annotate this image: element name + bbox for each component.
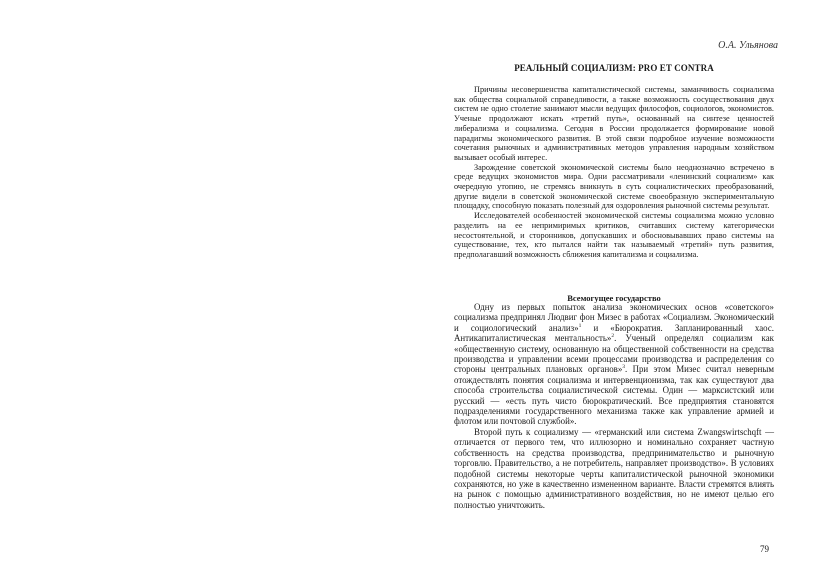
page-number: 79 xyxy=(760,544,769,554)
section-p1-part-a: Одну из первых попыток анализа экономических основ «советского» социализма предпринял Людвиг фон Мизес в работах «Социализм. Экономический и социологический анализ» xyxy=(454,302,774,333)
footnote-ref-2: 2 xyxy=(611,333,615,340)
section-heading: Всемогущее государство xyxy=(567,293,661,303)
section-paragraph-1 xyxy=(454,302,774,427)
intro-paragraph-2: Зарождение советской экономической системы было неоднозначно встречено в среде ведущих экономистов мира. Одни рассматривали «ленинский социализм» как очередную утопию, не стремясь вникнуть в суть социалистических преобразований, другие видели в советской экономической системе своеобразную экспериментальную площадку, способную показать полезный для оздоровления рыночной системы результат. xyxy=(454,162,774,211)
footnote-ref-3: 3 xyxy=(622,364,626,371)
intro-paragraph-3: Исследователей особенностей экономической системы социализма можно условно разделить на ее непримиримых критиков, считавших систему категорически несостоятельной, и сторонников, допускавших и обосновывавших право системы на существование, тех, кто пытался найти так называемый «третий» путь развития, предполагавший возможность сближения капитализма и социализма. xyxy=(454,211,774,259)
section-paragraph-2: Второй путь к социализму — «германский или система Zwangswirtschqft — отличается от первого тем, что иллюзорно и номинально сохраняет частную собственность на средства производства, предпринимательство и рыночную торговлю. Правительство, а не потребитель, направляет производство». В условиях подобной системы некоторые черты капиталистической рыночной экономики сохраняются, но уже в качественно измененном варианте. Власти стремятся влиять на рынок с помощью административного воздействия, но не имеют целью его полностью уничтожить. xyxy=(454,426,774,510)
footnote-ref-1: 1 xyxy=(578,322,582,329)
section-p1-part-b: и «Бюрократия. Запланированный хаос. Антикапиталистическая ментальность» xyxy=(454,322,774,344)
intro-paragraph-1: Причины несовершенства капиталистической системы, заманчивость социализма как общества социальной справедливости, а также возможность сосуществования двух систем не одно столетие занимают мысли ведущих философов, социологов, экономистов. Ученые продолжают искать «третий путь», основанный на синтезе ценностей либерализма и социализма. Сегодня в России продолжается формирование новой парадигмы экономического развития. В этой связи подробное изучение возможности сочетания рыночных и административных методов управления народным хозяйством вызывает особый интерес. xyxy=(454,85,774,162)
running-head-author: О.А. Ульянова xyxy=(718,40,778,51)
section-text xyxy=(454,302,774,510)
section-p1-part-d: . При этом Мизес считал неверным отождествлять понятия социализма и интервенционизма, так как существуют два способа строительства социалистической системы. Один — марксистский или русский — «есть путь чисто бюрократический. Все предприятия становятся подразделениями государственного механизма также как управление армией и флотом или почтовой службой». xyxy=(454,364,774,427)
intro-text xyxy=(454,85,774,260)
article-title: РЕАЛЬНЫЙ СОЦИАЛИЗМ: PRO ET CONTRA xyxy=(514,63,714,73)
section-p1-part-c: . Ученый определял социализм как «общественную систему, основанную на общественной собственности на средства производства и управлении всеми процессами производства и распределения со стороны центральных плановых органов» xyxy=(454,333,774,375)
